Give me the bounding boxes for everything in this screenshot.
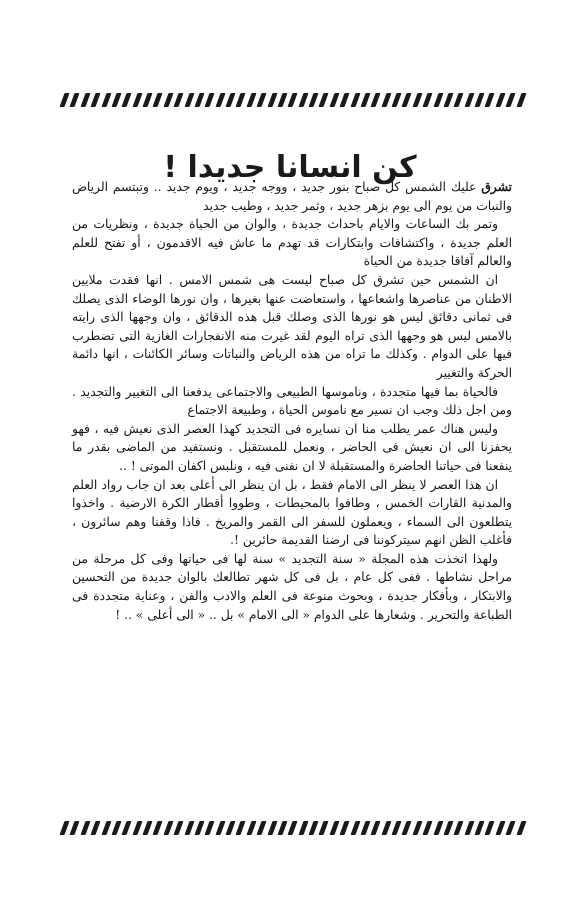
- paragraph-3: ان الشمس حين تشرق كل صباح ليست هى شمس الامس . انها فقدت ملايين الاطنان من عناصرها واشعاعها ، واستعاضت عنها بغيرها ، وان نورها الوضاء الذى يصلك فى ثمانى دقائق ليس هو نورها الذى وصلك قبل هذه الدقائق ، وان وجهها الذى رايته بالامس ليس هو وجهها الذى تراه اليوم لقد غيرت منه الانفجارات الغازية التى تضطرب فيها على الدوام . وكذلك ما تراه من هذه الرياض والنباتات وسائر الكائنات ، انها دائمة الحركة والتغيير: [72, 272, 512, 380]
- article-body: [72, 178, 512, 624]
- paragraph-6: ان هذا العصر لا ينظر الى الامام فقط ، بل ان ينظر الى أعلى بعد ان جاب رواد العلم والمدنية القارات الخمس ، وطافوا بالمحيطات ، وطووا أقطار الكرة الارضية . واخذوا يتطلعون الى السماء ، ويعملون للسفر الى القمر والمريخ . فاذا وقفنا وهم سائرون ، فأغلب الظن انهم سيتركوننا فى ارضنا القديمة حائرين !.: [72, 477, 512, 548]
- lead-word: تشرق: [481, 179, 512, 194]
- paragraph-4: فالحياة بما فيها متجددة ، وناموسها الطبيعى والاجتماعى يدفعنا الى التغيير والتجديد . ومن اجل ذلك وجب ان نسير مع ناموس الحياة ، وطبيعة الاجتماع: [72, 384, 512, 418]
- bottom-ornament-rule: [62, 820, 524, 836]
- paragraph-7: ولهذا اتخذت هذه المجلة « سنة التجديد » سنة لها فى حياتها وفى كل مرحلة من مراحل نشاطها . ففى كل عام ، بل فى كل شهر تطالعك بالوان جديدة من التحسين والابتكار ، وبأفكار جديدة ، وبحوث منوعة فى العلم والادب والفن ، وعناية متجددة فى الطباعة والتحرير . وشعارها على الدوام « الى الامام » بل .. « الى أعلى » .. !: [72, 551, 512, 622]
- top-ornament-rule: [62, 92, 524, 108]
- paragraph-2: وتمر بك الساعات والايام باحداث جديدة ، والوان من الحياة جديدة ، ونظريات من العلم جديدة ، واكتشافات وابتكارات قد تهدم ما عاش فيه الاقدمون ، أو تفتح للعلم والعالم آفاقا جديدة من الحياة: [72, 217, 512, 269]
- paragraph-5: وليس هناك عمر يطلب منا ان نسايره فى التجديد كهذا العصر الذى نعيش فيه ، فهو يحفزنا الى ان نعيش فى الحاضر ، ونعمل للمستقبل . ونستفيد من الماضى بقدر ما ينفعنا فى حياتنا الحاضرة والمستقبلة لا ان نفنى فيه ، ونلبس اكفان الموتى ! ..: [72, 421, 512, 473]
- paragraph-1: تشرق عليك الشمس كل صباح بنور جديد ، ووجه جديد ، ويوم جديد .. وتبتسم الرياض والنبات من يوم الى يوم بزهر جديد ، وثمر جديد ، وطيب جديد: [72, 179, 512, 213]
- article-title: كن انسانا جديدا !: [163, 150, 417, 186]
